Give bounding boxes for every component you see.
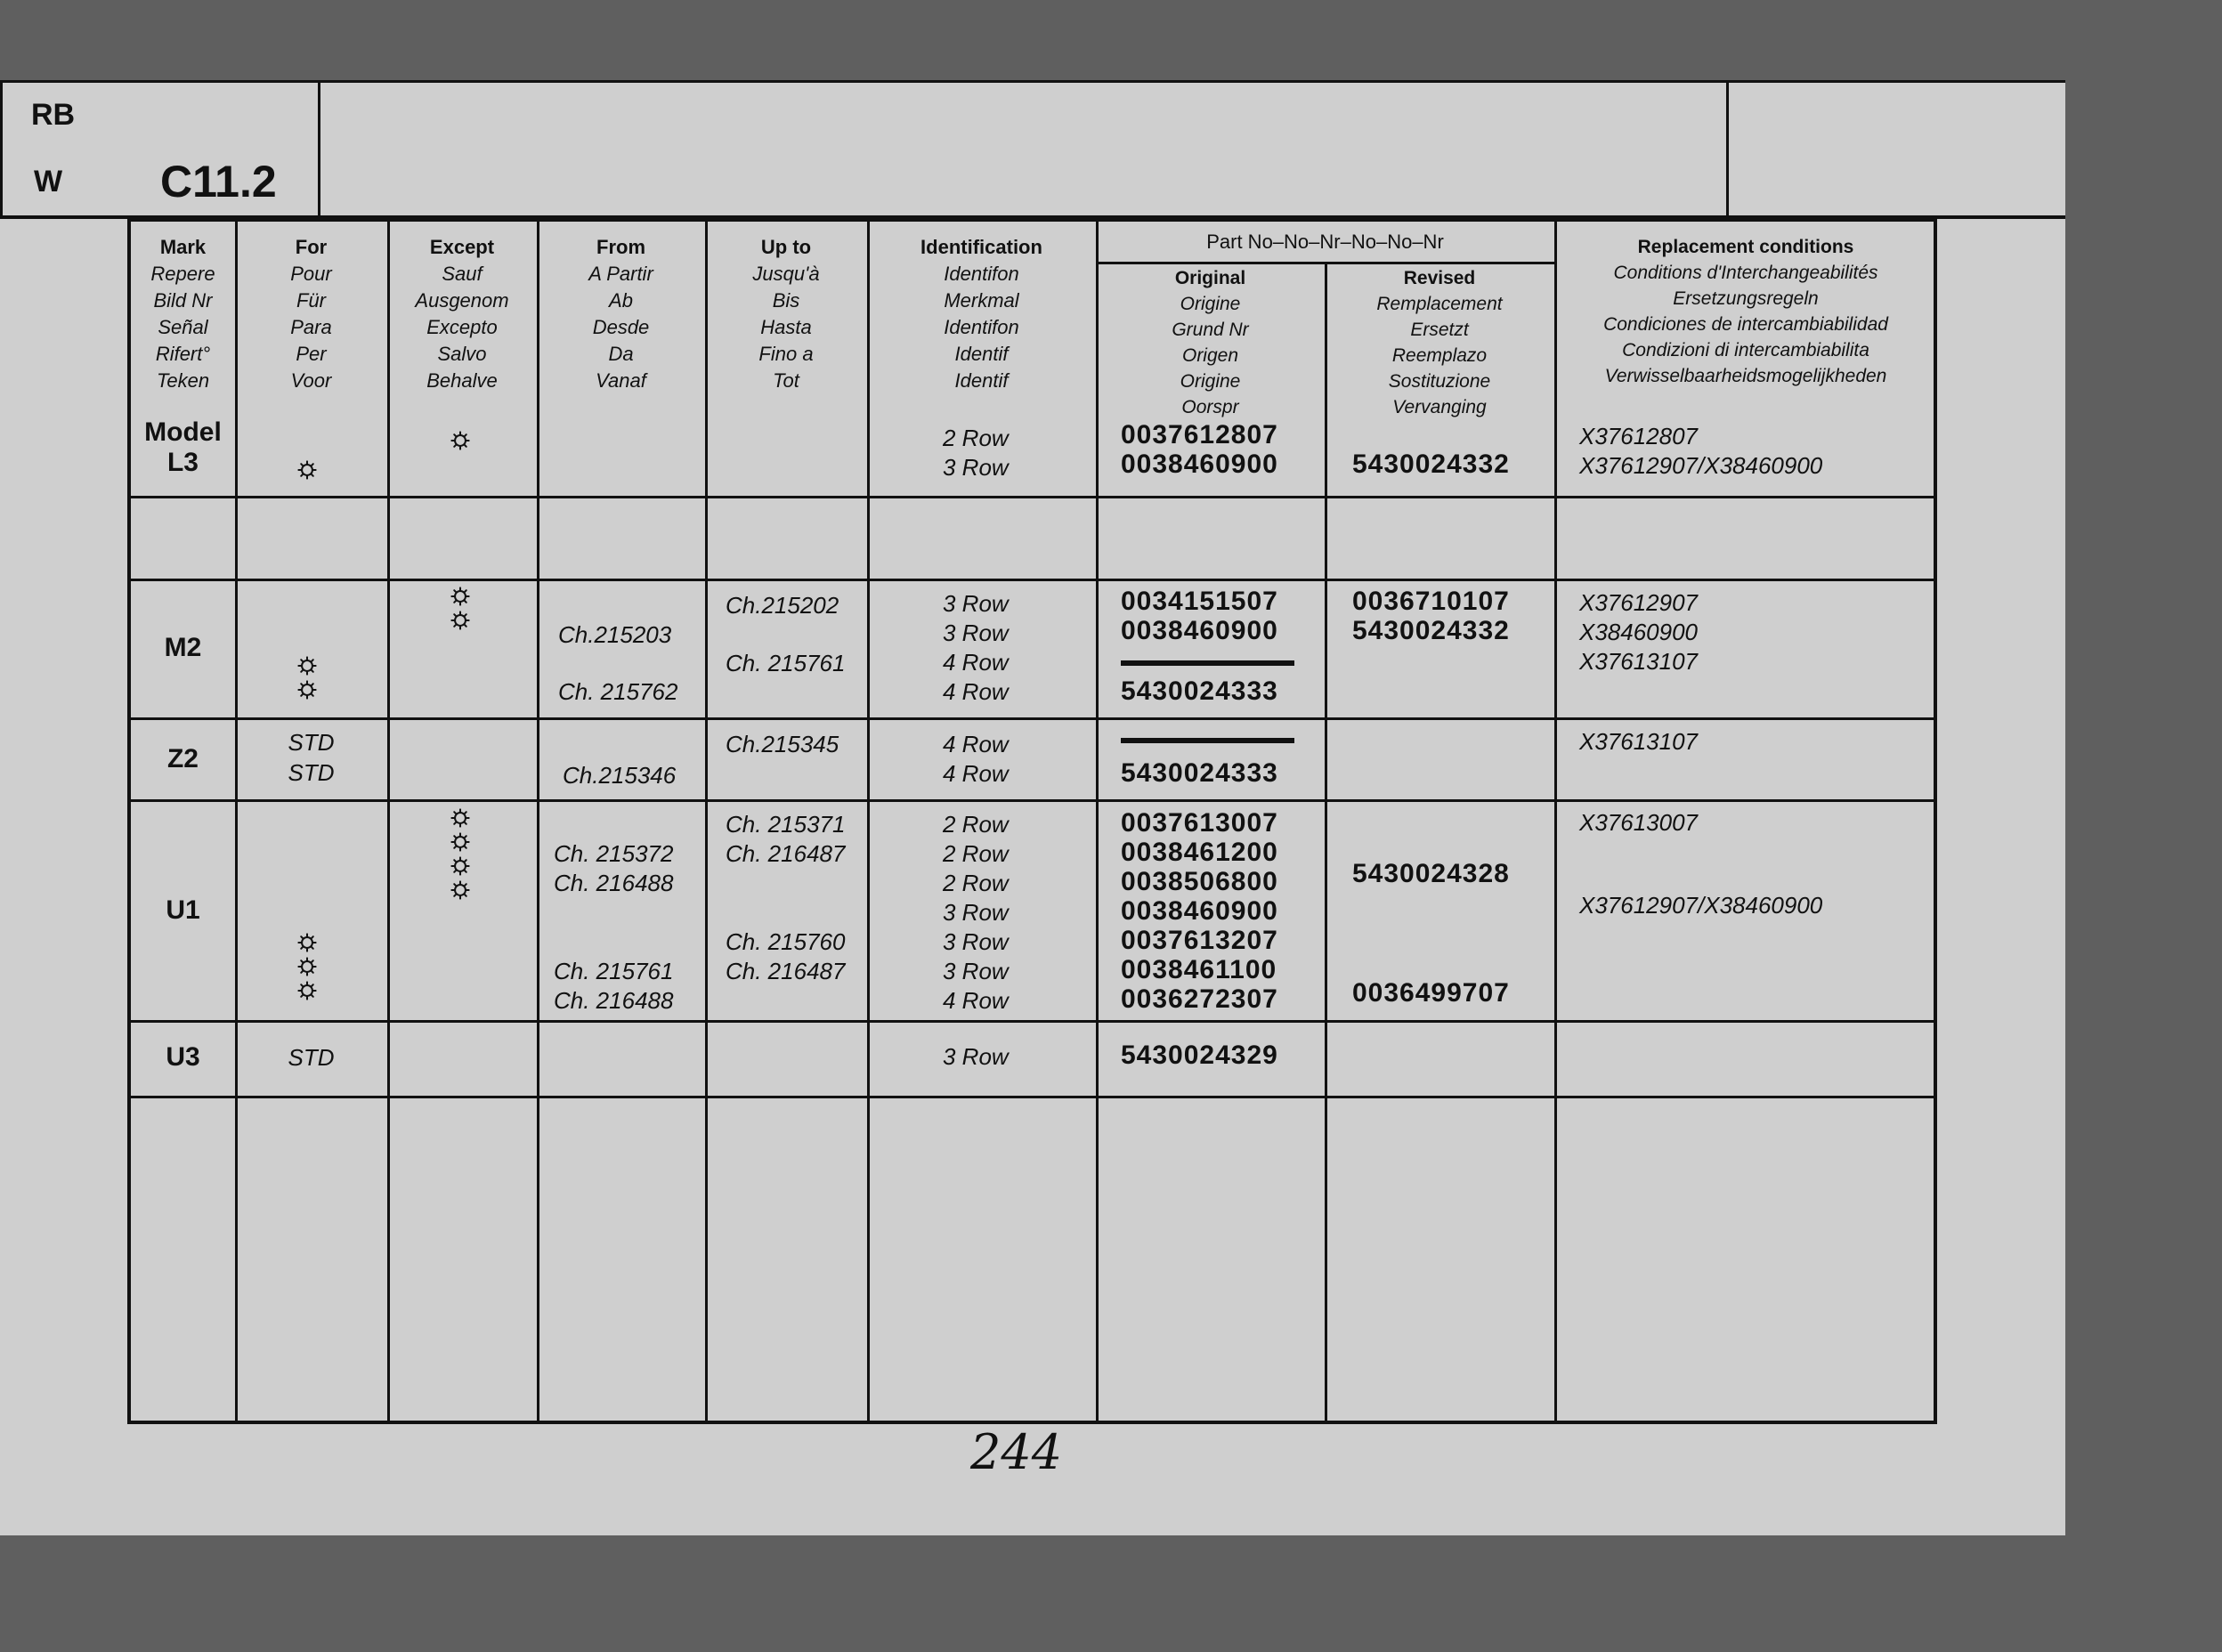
- row-m2-from-1: Ch.215203: [558, 621, 672, 648]
- gear-icon: [450, 832, 470, 852]
- row-u1-revised-2: 0036499707: [1352, 978, 1510, 1008]
- catalog-card: [0, 80, 2065, 1535]
- corner-box: [1726, 80, 2065, 218]
- gear-icon: [297, 460, 317, 480]
- dash-separator: [1121, 738, 1294, 743]
- row-z2-upto: Ch.215345: [726, 731, 839, 757]
- dash-separator: [1121, 660, 1294, 666]
- row-z2-ident: 4 Row 4 Row: [943, 731, 1009, 787]
- header-upto: Up to Jusqu'à Bis Hasta Fino a Tot: [752, 236, 820, 392]
- row-m2-original: 0034151507 0038460900: [1121, 587, 1278, 645]
- reference-code: C11.2: [160, 157, 277, 206]
- row-m2-revised: 0036710107 5430024332: [1352, 587, 1510, 645]
- row-u1-mark: U1: [166, 895, 200, 925]
- row-m2-upto-1: Ch.215202: [726, 592, 839, 619]
- header-for: For Pour Für Para Per Voor: [290, 236, 332, 392]
- row-m2-ident: 3 Row 3 Row 4 Row 4 Row: [943, 590, 1009, 705]
- row-z2-from: Ch.215346: [563, 762, 677, 789]
- row-u3-original: 5430024329: [1121, 1041, 1278, 1070]
- row-l3-original: 0037612807 0038460900: [1121, 420, 1278, 479]
- row-u1-upto-a: Ch. 215371 Ch. 216487: [726, 811, 846, 867]
- row-u1-from-a: Ch. 215372 Ch. 216488: [554, 840, 674, 896]
- header-mark: Mark Repere Bild Nr Señal Rifert° Teken: [150, 236, 215, 392]
- row-u1-upto-b: Ch. 215760 Ch. 216487: [726, 928, 846, 984]
- gear-icon: [450, 587, 470, 606]
- row-m2-replacement: X37612907 X38460900 X37613107: [1579, 589, 1699, 675]
- row-z2-for: STD STD: [288, 729, 335, 786]
- gear-icon: [297, 981, 317, 1000]
- gear-icon: [450, 431, 470, 450]
- header-replacement: Replacement conditions Conditions d'Interchangeabilités Ersetzungsregeln Condiciones de intercambiabilidad Condizioni di intercambiabilita Verwisselbaarheidsmogelijkheden: [1603, 237, 1888, 386]
- row-l3-ident: 2 Row 3 Row: [943, 425, 1009, 481]
- header-except: Except Sauf Ausgenom Excepto Salvo Behalve: [415, 236, 509, 392]
- row-u3-ident: 3 Row: [943, 1043, 1009, 1070]
- code-w: W: [34, 165, 63, 198]
- row-m2-from-2: Ch. 215762: [558, 678, 678, 705]
- row-u1-from-b: Ch. 215761 Ch. 216488: [554, 958, 674, 1014]
- code-rb: RB: [31, 98, 76, 132]
- header-identification: Identification Identifon Merkmal Identifon Identif Identif: [920, 236, 1042, 392]
- header-from: From A Partir Ab Desde Da Vanaf: [588, 236, 653, 392]
- header-original: Original Origine Grund Nr Origen Origine Oorspr: [1172, 268, 1249, 417]
- row-l3-revised: 5430024332: [1352, 449, 1510, 479]
- row-l3-mark: Model L3: [144, 417, 222, 477]
- row-l3-replacement: X37612807 X37612907/X38460900: [1579, 423, 1823, 479]
- parts-table: [127, 218, 1937, 1424]
- row-u1-replacement-1: X37613007: [1579, 809, 1699, 836]
- row-u1-ident: 2 Row 2 Row 2 Row 3 Row 3 Row 3 Row 4 Row: [943, 811, 1009, 1014]
- row-z2-mark: Z2: [166, 744, 199, 773]
- gear-icon: [450, 880, 470, 900]
- gear-icon: [297, 957, 317, 976]
- row-m2-upto-2: Ch. 215761: [726, 650, 846, 676]
- row-u1-replacement-2: X37612907/X38460900: [1579, 892, 1823, 919]
- title-box: [318, 80, 1729, 218]
- gear-icon: [297, 656, 317, 676]
- handwritten-page-number: 244: [970, 1424, 1063, 1480]
- header-revised: Revised Remplacement Ersetzt Reemplazo Sostituzione Vervanging: [1376, 268, 1503, 417]
- header-partno: Part No–No–Nr–No–No–Nr: [1206, 231, 1444, 253]
- gear-icon: [450, 611, 470, 630]
- gear-icon: [297, 933, 317, 952]
- gear-icon: [450, 856, 470, 876]
- row-m2-original-3: 5430024333: [1121, 676, 1278, 706]
- row-u3-mark: U3: [166, 1042, 200, 1072]
- row-u3-for: STD: [288, 1044, 335, 1071]
- row-m2-mark: M2: [164, 633, 202, 662]
- row-z2-original: 5430024333: [1121, 758, 1278, 788]
- row-u1-revised-1: 5430024328: [1352, 859, 1510, 888]
- gear-icon: [297, 680, 317, 700]
- row-u1-original: 0037613007 0038461200 0038506800 0038460900 0037613207 0038461100 0036272307: [1121, 808, 1278, 1014]
- gear-icon: [450, 808, 470, 828]
- row-z2-replacement: X37613107: [1579, 728, 1699, 755]
